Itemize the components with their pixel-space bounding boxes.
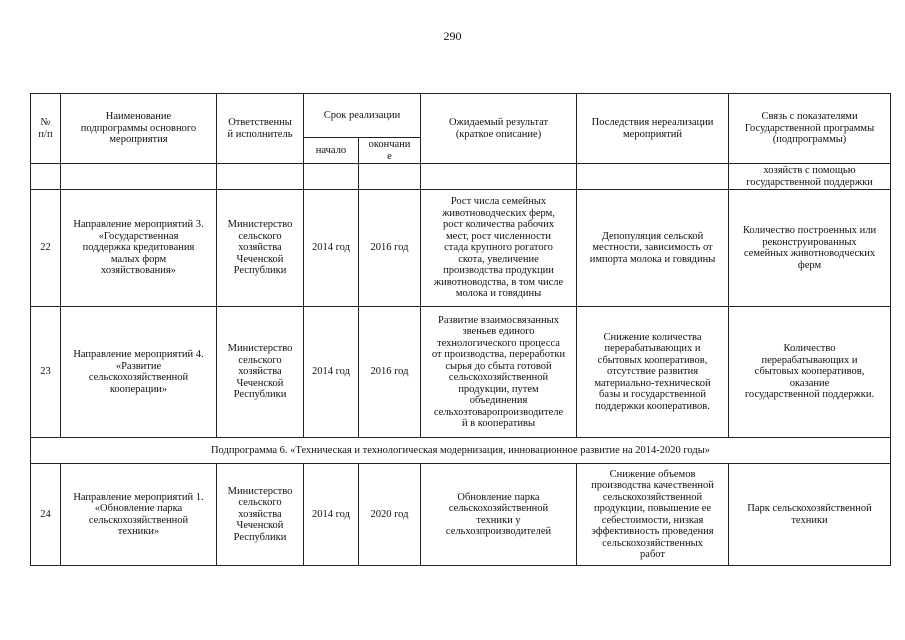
row-start: 2014 год <box>304 307 359 438</box>
row-expected: Развитие взаимосвязанных звеньев единого технологического процесса от производства, переработки сырья до сбыта готовой сельскохозяйственной продукции, путем объединения сельхозтоваропроизводителе й в кооперативы <box>421 307 577 438</box>
cont-num <box>31 164 61 190</box>
header-name: Наименование подпрограммы основного мероприятия <box>61 94 217 164</box>
cont-start <box>304 164 359 190</box>
cont-name <box>61 164 217 190</box>
row-consequences: Снижение объемов производства качественной сельскохозяйственной продукции, повышение ее себестоимости, низкая эффективность проведения сельскохозяйственных работ <box>577 464 729 566</box>
cont-consequences <box>577 164 729 190</box>
row-link: Парк сельскохозяйственной техники <box>729 464 891 566</box>
header-row <box>31 94 891 138</box>
row-link: Количество перерабатывающих и сбытовых кооперативов, оказание государственной поддержки. <box>729 307 891 438</box>
header-period-start: начало <box>304 138 359 164</box>
row-name: Направление мероприятий 1. «Обновление парка сельскохозяйственной техники» <box>61 464 217 566</box>
row-num: 22 <box>31 190 61 307</box>
row-name: Направление мероприятий 3. «Государственная поддержка кредитования малых форм хозяйствования» <box>61 190 217 307</box>
table-row <box>31 464 891 566</box>
row-start: 2014 год <box>304 464 359 566</box>
program-table <box>30 93 891 566</box>
row-consequences: Депопуляция сельской местности, зависимость от импорта молока и говядины <box>577 190 729 307</box>
row-link: Количество построенных или реконструированных семейных животноводческих ферм <box>729 190 891 307</box>
header-num: № п/п <box>31 94 61 164</box>
row-num: 23 <box>31 307 61 438</box>
row-expected: Обновление парка сельскохозяйственной техники у сельхозпроизводителей <box>421 464 577 566</box>
header-responsible: Ответственны й исполнитель <box>217 94 304 164</box>
row-num: 24 <box>31 464 61 566</box>
header-period-end: окончани е <box>359 138 421 164</box>
header-link: Связь с показателями Государственной программы (подпрограммы) <box>729 94 891 164</box>
subprogram-row <box>31 438 891 464</box>
subprogram-title: Подпрограмма 6. «Техническая и технологическая модернизация, инновационное развитие на 2014-2020 годы» <box>31 438 891 464</box>
header-period: Срок реализации <box>304 94 421 138</box>
row-name: Направление мероприятий 4. «Развитие сельскохозяйственной кооперации» <box>61 307 217 438</box>
cont-link: хозяйств с помощью государственной поддержки <box>729 164 891 190</box>
cont-end <box>359 164 421 190</box>
cont-expected <box>421 164 577 190</box>
cont-responsible <box>217 164 304 190</box>
row-end: 2020 год <box>359 464 421 566</box>
header-expected: Ожидаемый результат (краткое описание) <box>421 94 577 164</box>
row-consequences: Снижение количества перерабатывающих и сбытовых кооперативов, отсутствие развития материально-технической базы и государственной поддержки кооперативов. <box>577 307 729 438</box>
page-number: 290 <box>443 29 462 43</box>
header-consequences: Последствия нереализации мероприятий <box>577 94 729 164</box>
row-end: 2016 год <box>359 190 421 307</box>
row-responsible: Министерство сельского хозяйства Чеченской Республики <box>217 190 304 307</box>
table-row <box>31 190 891 307</box>
continuation-row <box>31 164 891 190</box>
row-start: 2014 год <box>304 190 359 307</box>
row-responsible: Министерство сельского хозяйства Чеченской Республики <box>217 307 304 438</box>
row-end: 2016 год <box>359 307 421 438</box>
table-row <box>31 307 891 438</box>
row-responsible: Министерство сельского хозяйства Чеченской Республики <box>217 464 304 566</box>
row-expected: Рост числа семейных животноводческих ферм, рост количества рабочих мест, рост численности стада крупного рогатого скота, увеличение производства продукции животноводства, в том числе молока и говядины <box>421 190 577 307</box>
